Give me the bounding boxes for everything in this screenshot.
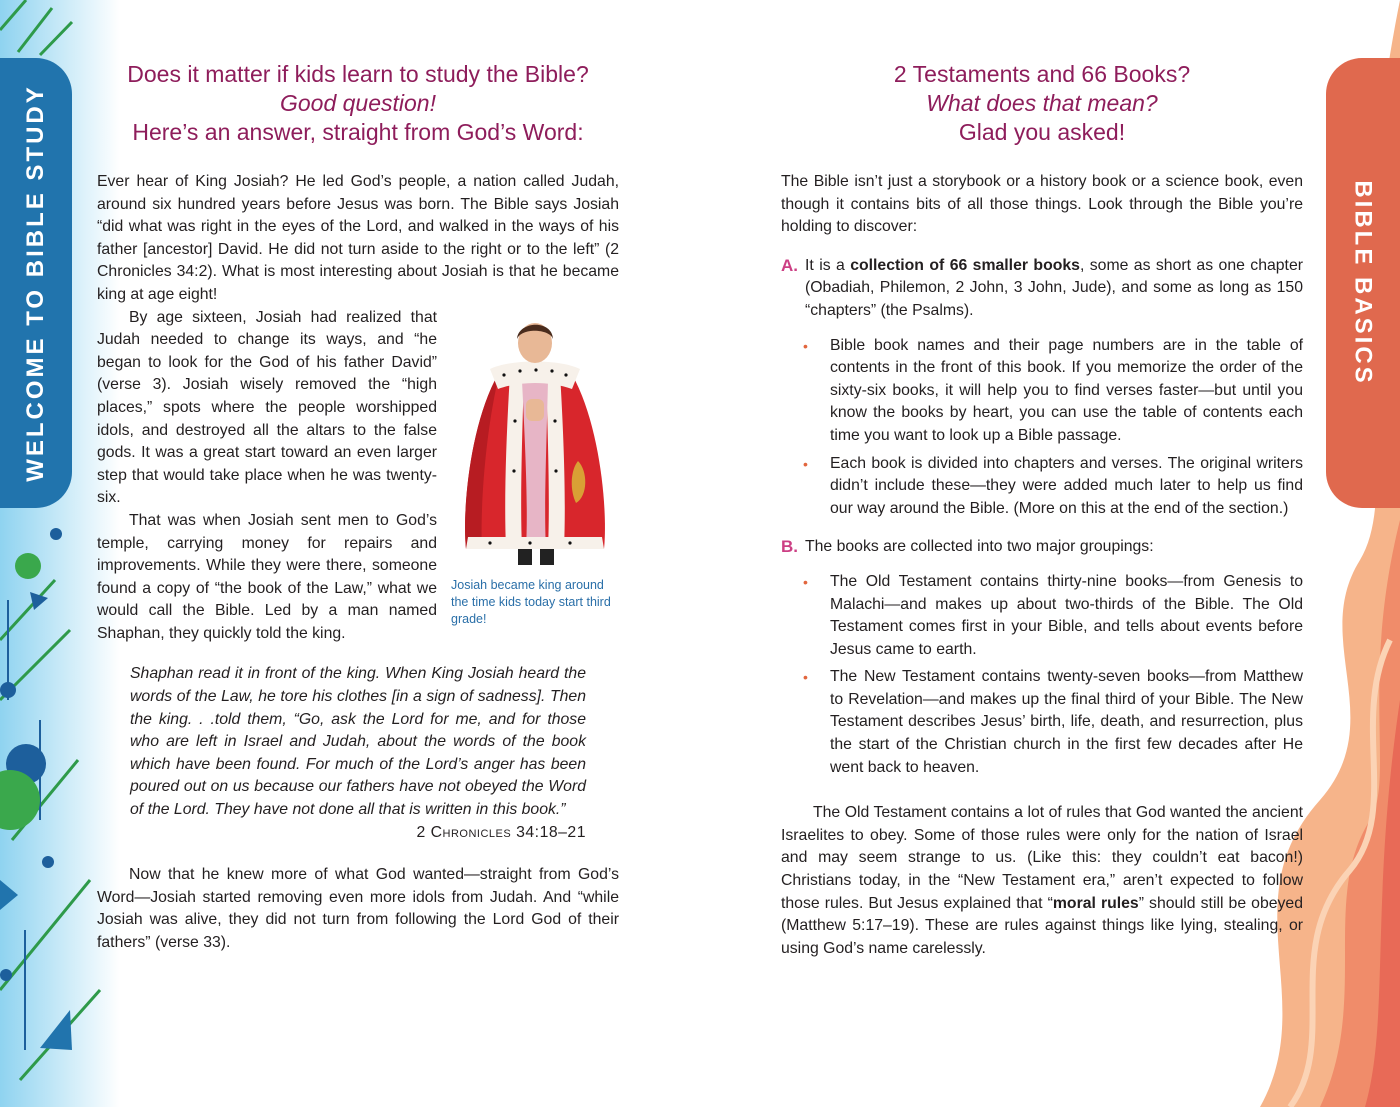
bullet-icon: • — [803, 337, 808, 354]
paragraph-temple: That was when Josiah sent men to God’s temple, carrying money for repairs and improvements. While they were there, someone found a copy of “the book of the Law,” what we would call the Bible. Led by a man named Shaphan, they quickly told the king. — [97, 511, 437, 642]
list-item: • The New Testament contains twenty-seven books—from Matthew to Revelation—and makes up the final third of your Bible. The New Testament describes Jesus’ birth, life, death, and resurrection, plus the start of the Christian church in the first few decades after He went back to heaven. — [803, 666, 1303, 779]
paragraph-intro: Ever hear of King Josiah? He led God’s people, a nation called Judah, around six hundred years before Jesus was born. The Bible says Josiah “did what was right in the eyes of the Lord, and walked in the ways of his father [ancestor] David. He did not turn aside to the right or to the left” (2 Chronicles 34:2). What is most interesting about Josiah is that he became king at age eight! — [97, 173, 619, 303]
photo-figure — [451, 311, 619, 628]
heading-line: Here’s an answer, straight from God’s Word: — [132, 119, 584, 145]
quote-reference: 2 Chronicles 34:18–21 — [416, 823, 586, 841]
right-page-heading — [781, 60, 1303, 147]
section-letter: A. — [781, 255, 798, 275]
quote-text: Shaphan read it in front of the king. When King Josiah heard the words of the Law, he tore his clothes [in a sign of sadness]. Then the king. . .told them, “Go, ask the Lord for me, and for those who are left in Israel and Judah, about the words of the book which have been found. For much of the Lord’s anger has been poured out on us because our fathers have not obeyed the Word of the Lord. They have not done all that is written in this book.” — [130, 665, 586, 819]
section-b-text: The books are collected into two major groupings: — [805, 538, 1154, 556]
section-tab-welcome — [0, 58, 72, 508]
heading-line: Glad you asked! — [958, 119, 1126, 145]
wrapped-text-block — [97, 307, 619, 646]
paragraph-closing: The Old Testament contains a lot of rules that God wanted the ancient Israelites to obey. Some of those rules were only for the nation of Israel and may seem strange to us. (Like this: they couldn’t eat bacon!) Christians today, in the “New Testament era,” aren’t expected to follow those rules. But Jesus explained that “moral rules” should still be obeyed (Matthew 5:17–19). These are rules against things like lying, stealing, or using God’s name carelessly. — [781, 804, 1303, 957]
right-page-column — [781, 60, 1303, 960]
list-item: • Bible book names and their page numbers are in the table of contents in the front of this book. If you memorize the order of the sixty-six books, it will help you to find verses faster—but until you know the books by heart, you can use the table of contents each time you want to look up a Bible passage. — [803, 335, 1303, 448]
heading-line: 2 Testaments and 66 Books? — [893, 61, 1191, 87]
bullet-icon: • — [803, 573, 808, 590]
heading-subline: Good question! — [279, 90, 436, 116]
bullet-icon: • — [803, 669, 808, 686]
heading-subline: What does that mean? — [926, 90, 1158, 116]
list-item: • The Old Testament contains thirty-nine books—from Genesis to Malachi—and makes up about two-thirds of the Bible. The Old Testament comes first in your Bible, and tells about events before Jesus came to earth. — [803, 571, 1303, 661]
paragraph-conclusion: Now that he knew more of what God wanted—straight from God’s Word—Josiah started removing even more idols from Judah. And “while Josiah was alive, they did not turn from following the Lord God of their fathers” (verse 33). — [97, 866, 619, 951]
left-page-column — [97, 60, 619, 955]
bullet-icon: • — [803, 455, 808, 472]
left-page-heading — [97, 60, 619, 147]
emphasis-text: moral rules — [1052, 894, 1139, 912]
section-tab-bible-basics — [1326, 58, 1400, 508]
section-a — [781, 255, 1303, 323]
photo-caption: Josiah became king around the time kids today start third grade! — [451, 577, 611, 626]
boy-king-photo — [460, 311, 610, 573]
section-a-text: It is a collection of 66 smaller books, some as short as one chapter (Obadiah, Philemon, 2 John, 3 John, Jude), and some as long as 150 “chapters” (the Psalms). — [805, 256, 1303, 319]
section-b — [781, 536, 1303, 559]
section-tab-label: WELCOME TO BIBLE STUDY — [22, 84, 49, 482]
scripture-quote — [130, 663, 586, 844]
paragraph-intro: The Bible isn’t just a storybook or a history book or a science book, even though it contains bits of all those things. Look through the Bible you’re holding to discover: — [781, 173, 1303, 236]
section-a-bullets — [803, 335, 1303, 521]
paragraph-age-sixteen: By age sixteen, Josiah had realized that Judah needed to change its ways, and “he began to look for the God of his father David” (verse 3). Josiah wisely removed the “high places,” spots where the people worshipped idols, and destroyed all the altars to the false gods. It was a great start toward an even larger step that would take place when he was twenty-six. — [97, 308, 437, 507]
section-b-bullets — [803, 571, 1303, 779]
section-letter: B. — [781, 537, 798, 557]
section-tab-label: BIBLE BASICS — [1350, 180, 1378, 386]
list-item: • Each book is divided into chapters and verses. The original writers didn’t include these—they were added much later to help us find our way around the Bible. (More on this at the end of the section.) — [803, 453, 1303, 521]
heading-line: Does it matter if kids learn to study the Bible? — [127, 61, 589, 87]
emphasis-text: collection of 66 smaller books — [850, 256, 1080, 274]
